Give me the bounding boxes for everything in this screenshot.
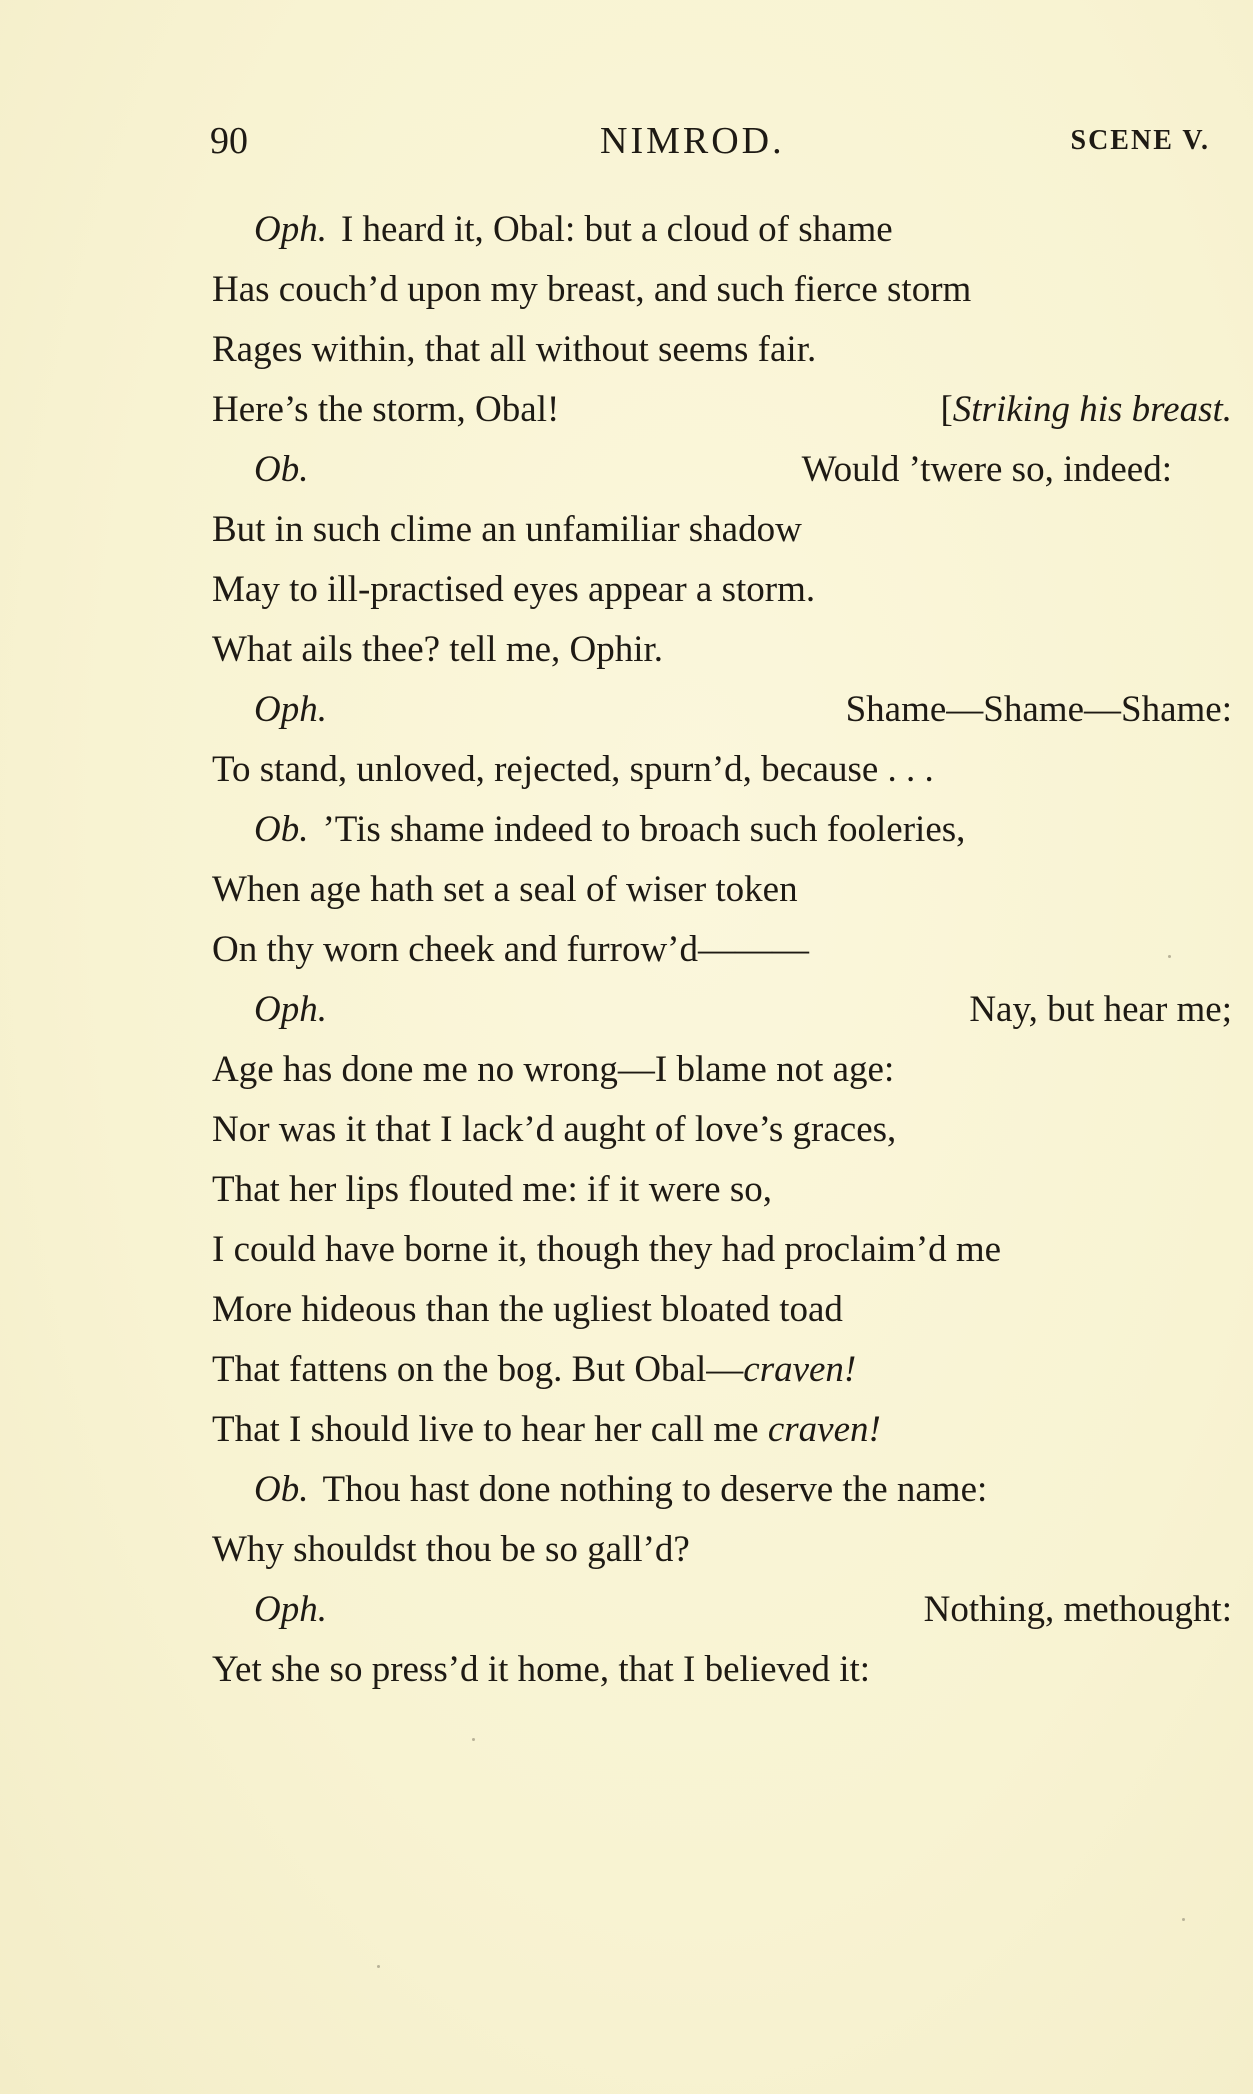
verse-line xyxy=(212,740,1232,800)
running-title: NIMROD. xyxy=(600,120,785,162)
speaker-name: Oph. xyxy=(254,989,327,1030)
line-text: That I should live to hear her call me xyxy=(212,1409,768,1450)
verse-line xyxy=(212,1280,1232,1340)
verse-text xyxy=(212,200,1232,1700)
verse-line xyxy=(212,980,1232,1040)
line-text: Rages within, that all without seems fair. xyxy=(212,329,817,370)
line-text: ’Tis shame indeed to broach such fooleries, xyxy=(322,809,966,850)
verse-line xyxy=(212,1340,1232,1400)
speaker-name: Oph. xyxy=(254,1589,327,1630)
line-text: Nothing, methought: xyxy=(923,1589,1232,1630)
verse-line xyxy=(212,1400,1232,1460)
line-text: Here’s the storm, Obal! xyxy=(212,389,560,430)
speaker-name: Oph. xyxy=(254,209,327,250)
page-number: 90 xyxy=(210,120,248,162)
verse-line xyxy=(212,860,1232,920)
stage-direction-text: Striking his breast. xyxy=(952,389,1232,430)
verse-line xyxy=(212,920,1232,980)
verse-line xyxy=(212,500,1232,560)
line-text: What ails thee? tell me, Ophir. xyxy=(212,629,664,670)
verse-line xyxy=(212,1640,1232,1700)
scene-label: SCENE V. xyxy=(1070,125,1210,156)
verse-line xyxy=(212,1160,1232,1220)
line-text: Nor was it that I lack’d aught of love’s graces, xyxy=(212,1109,897,1150)
line-text: When age hath set a seal of wiser token xyxy=(212,869,798,910)
line-emphasis: craven! xyxy=(767,1409,881,1450)
stage-direction xyxy=(940,380,1232,440)
speaker-name: Ob. xyxy=(254,1469,309,1510)
line-text: Shame—Shame—Shame: xyxy=(845,689,1232,730)
line-text: Thou hast done nothing to deserve the name: xyxy=(322,1469,988,1510)
line-text: Has couch’d upon my breast, and such fierce storm xyxy=(212,269,972,310)
verse-line xyxy=(212,1580,1232,1640)
speaker-name: Oph. xyxy=(254,689,327,730)
verse-line xyxy=(212,800,1232,860)
verse-line xyxy=(212,320,1232,380)
line-text: But in such clime an unfamiliar shadow xyxy=(212,509,802,550)
line-text: That her lips flouted me: if it were so, xyxy=(212,1169,772,1210)
line-text: I could have borne it, though they had proclaim’d me xyxy=(212,1229,1002,1270)
verse-line xyxy=(212,1220,1232,1280)
paper-speck xyxy=(377,1965,380,1968)
verse-line xyxy=(212,260,1232,320)
line-text: More hideous than the ugliest bloated toad xyxy=(212,1289,843,1330)
paper-speck xyxy=(1168,955,1171,958)
verse-line xyxy=(212,440,1232,500)
verse-line xyxy=(212,620,1232,680)
paper-speck xyxy=(472,1738,475,1741)
running-header xyxy=(210,116,1210,166)
line-text: Would ’twere so, indeed: xyxy=(801,449,1172,490)
verse-line xyxy=(212,1040,1232,1100)
line-text: Age has done me no wrong—I blame not age: xyxy=(212,1049,895,1090)
verse-line xyxy=(212,680,1232,740)
verse-line xyxy=(212,1460,1232,1520)
line-text: That fattens on the bog. But Obal— xyxy=(212,1349,744,1390)
line-text: I heard it, Obal: but a cloud of shame xyxy=(340,209,893,250)
paper-speck xyxy=(1182,1918,1185,1921)
line-text: May to ill-practised eyes appear a storm. xyxy=(212,569,816,610)
line-text: On thy worn cheek and furrow’d——— xyxy=(212,929,809,970)
verse-line xyxy=(212,1100,1232,1160)
line-text: Nay, but hear me; xyxy=(969,989,1232,1030)
stage-bracket: [ xyxy=(940,389,953,430)
verse-line xyxy=(212,380,1232,440)
verse-line xyxy=(212,1520,1232,1580)
speaker-name: Ob. xyxy=(254,809,309,850)
line-text: To stand, unloved, rejected, spurn’d, because . . . xyxy=(212,749,934,790)
speaker-name: Ob. xyxy=(254,449,309,490)
line-text: Why shouldst thou be so gall’d? xyxy=(212,1529,690,1570)
line-emphasis: craven! xyxy=(743,1349,857,1390)
verse-line xyxy=(212,560,1232,620)
line-text: Yet she so press’d it home, that I believed it: xyxy=(212,1649,871,1690)
verse-line xyxy=(212,200,1232,260)
